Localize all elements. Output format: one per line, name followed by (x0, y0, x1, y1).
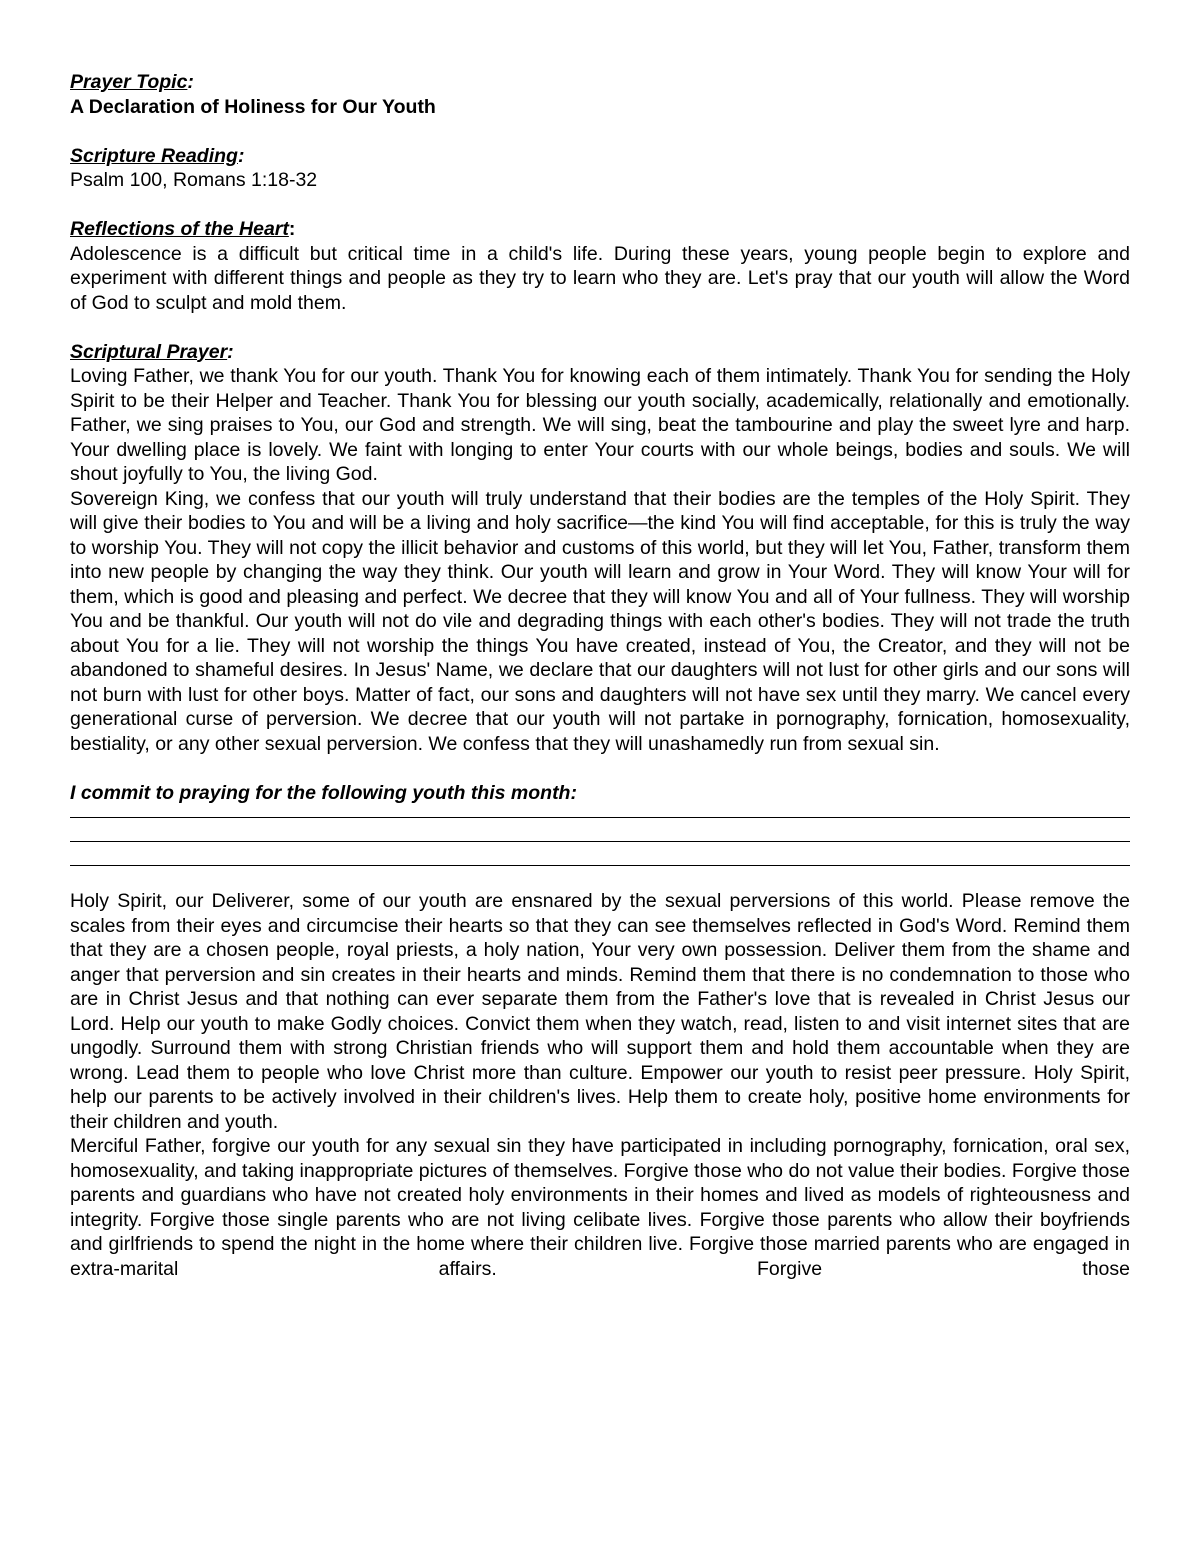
scripture-reading-heading: Scripture Reading (70, 144, 238, 167)
closing-section (70, 889, 1130, 1281)
prayer-topic-section (70, 70, 1130, 119)
reflections-section (70, 217, 1130, 315)
reflections-heading: Reflections of the Heart (70, 218, 289, 240)
scriptural-prayer-paragraph: Loving Father, we thank You for our youth. Thank You for knowing each of them intimately. Thank You for sending the Holy Spirit to be their Helper and Teacher. Thank You for blessing our youth socially, academically, relationally and emotionally. Father, we sing praises to You, our God and strength. We will sing, beat the tambourine and play the sweet lyre and harp. Your dwelling place is lovely. We faint with longing to enter Your courts with our whole beings, bodies and souls. We will shout joyfully to You, the living God. (70, 365, 1130, 485)
scriptural-prayer-paragraph: Sovereign King, we confess that our youth will truly understand that their bodies are the temples of the Holy Spirit. They will give their bodies to You and will be a living and holy sacrifice—the kind You will find acceptable, for this is truly the way to worship You. They will not copy the illicit behavior and customs of this world, but they will let You, Father, transform them into new people by changing the way they think. Our youth will learn and grow in Your Word. They will know Your will for them, which is good and pleasing and perfect. We decree that they will know You and all of Your fullness. They will worship You and be thankful. Our youth will not do vile and degrading things with each other's bodies. They will not trade the truth about You for a lie. They will not worship the things You have created, instead of You, the Creator, and they will not be abandoned to shameful desires. In Jesus' Name, we declare that our daughters will not lust for other girls and our sons will not burn with lust for other boys. Matter of fact, our sons and daughters will not have sex until they marry. We cancel every generational curse of perversion. We decree that our youth will not partake in pornography, fornication, homosexuality, bestiality, or any other sexual perversion. We confess that they will unashamedly run from sexual sin. (70, 487, 1130, 755)
commitment-write-line[interactable] (70, 865, 1130, 866)
scriptural-prayer-section (70, 340, 1130, 757)
reflections-colon: : (288, 218, 296, 240)
closing-paragraph: Holy Spirit, our Deliverer, some of our youth are ensnared by the sexual perversions of this world. Please remove the scales from their eyes and circumcise their hearts so that they can see themselves reflected in God's Word. Remind them that they are a chosen people, royal priests, a holy nation, Your very own possession. Deliver them from the shame and anger that perversion and sin creates in their hearts and minds. Remind them that there is no condemnation to those who are in Christ Jesus and that nothing can ever separate them from the Father's love that is revealed in Christ Jesus our Lord. Help our youth to make Godly choices. Convict them when they watch, read, listen to and visit internet sites that are ungodly. Surround them with strong Christian friends who will support them and hold them accountable when they are wrong. Lead them to people who love Christ more than culture. Empower our youth to resist peer pressure. Holy Spirit, help our parents to be actively involved in their children's lives. Help them to create holy, positive home environments for their children and youth. (70, 890, 1130, 1133)
commitment-lines (70, 817, 1130, 866)
scripture-reading-section (70, 144, 1130, 193)
prayer-topic-colon: : (187, 71, 194, 93)
prayer-topic-heading: Prayer Topic (70, 71, 188, 93)
scriptural-prayer-heading: Scriptural Prayer (70, 340, 228, 363)
document-page (70, 70, 1130, 1281)
commitment-text: I commit to praying for the following youth this month: (70, 781, 577, 804)
commitment-write-line[interactable] (70, 841, 1130, 842)
closing-paragraph: Merciful Father, forgive our youth for any sexual sin they have participated in including pornography, fornication, oral sex, homosexuality, and taking inappropriate pictures of themselves. Forgive those who do not value their bodies. Forgive those parents and guardians who have not created holy environments in their homes and lived as models of righteousness and integrity. Forgive those single parents who are not living celibate lives. Forgive those parents who allow their boyfriends and girlfriends to spend the night in the home where their children live. Forgive those married parents who are engaged in extra-marital affairs. Forgive those (70, 1135, 1130, 1280)
commitment-section (70, 781, 1130, 867)
commitment-write-line[interactable] (70, 817, 1130, 818)
scripture-reading-colon: : (237, 144, 245, 167)
prayer-topic-title: A Declaration of Holiness for Our Youth (70, 95, 436, 118)
scripture-reading-text: Psalm 100, Romans 1:18-32 (70, 169, 318, 191)
scriptural-prayer-colon: : (227, 340, 234, 363)
reflections-text: Adolescence is a difficult but critical time in a child's life. During these years, young people begin to explore and experiment with different things and people as they try to learn who they are. Let's pray that our youth will allow the Word of God to sculpt and mold them. (70, 242, 1130, 314)
